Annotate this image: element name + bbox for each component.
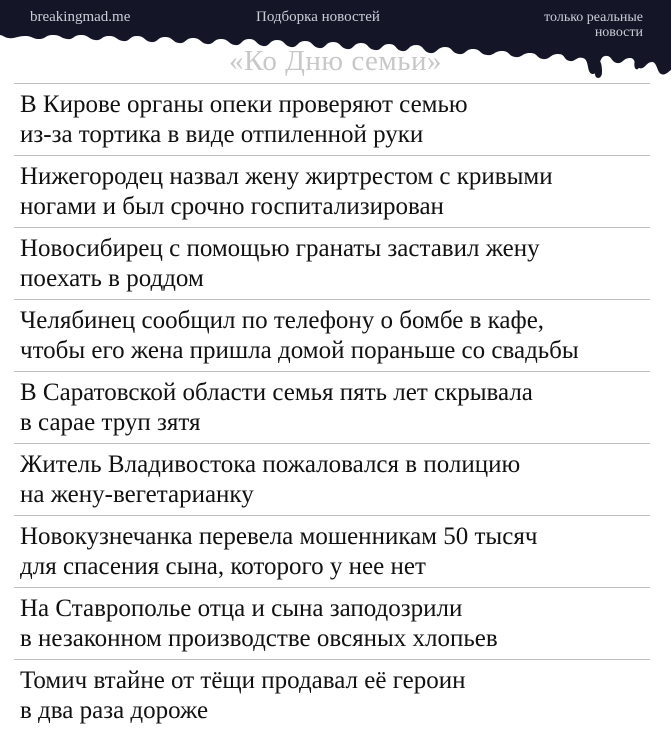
news-item: [14, 659, 650, 731]
news-headline: [20, 450, 650, 510]
headline-line-2: для спасения сына, которого у нее нет: [20, 553, 426, 580]
headline-line-2: чтобы его жена пришла домой пораньше со свадьбы: [20, 337, 579, 364]
news-item: [14, 587, 650, 659]
headline-line-2: из-за тортика в виде отпиленной руки: [20, 121, 424, 148]
site-name: breakingmad.me: [30, 9, 131, 25]
site-tagline: только реальные новости: [544, 10, 643, 40]
news-headline: [20, 666, 650, 726]
headline-line-1: Новосибирец с помощью гранаты заставил жену: [20, 235, 540, 262]
news-headline: [20, 162, 650, 222]
news-headline: [20, 234, 650, 294]
news-headline: [20, 90, 650, 150]
headline-line-1: На Ставрополье отца и сына заподозрили: [20, 595, 463, 622]
headline-line-2: ногами и был срочно госпитализирован: [20, 193, 444, 220]
news-item: [14, 371, 650, 443]
news-item: [14, 299, 650, 371]
news-item: [14, 155, 650, 227]
headline-line-2: в незаконном производстве овсяных хлопьев: [20, 625, 498, 652]
news-item: [14, 227, 650, 299]
news-item: [14, 83, 650, 155]
section-name: Подборка новостей: [256, 9, 380, 25]
news-headline: [20, 306, 650, 366]
headline-line-2: в сарае труп зятя: [20, 409, 201, 436]
news-headline: [20, 378, 650, 438]
headline-line-1: Нижегородец назвал жену жиртрестом с кривыми: [20, 163, 553, 190]
headline-line-2: поехать в роддом: [20, 265, 204, 292]
headline-line-1: Новокузнечанка перевела мошенникам 50 тысяч: [20, 523, 538, 550]
news-headline: [20, 522, 650, 582]
headline-line-2: на жену-вегетарианку: [20, 481, 254, 508]
headline-line-1: Томич втайне от тёщи продавал её героин: [20, 667, 466, 694]
news-headline: [20, 594, 650, 654]
news-item: [14, 443, 650, 515]
headline-line-1: В Кирове органы опеки проверяют семью: [20, 91, 468, 118]
headline-line-1: Челябинец сообщил по телефону о бомбе в кафе,: [20, 307, 545, 334]
headline-line-1: Житель Владивостока пожаловался в полицию: [20, 451, 521, 478]
news-item: [14, 515, 650, 587]
page-title: «Ко Дню семьи»: [228, 45, 443, 77]
headline-line-2: в два раза дороже: [20, 697, 209, 724]
headline-line-1: В Саратовской области семья пять лет скрывала: [20, 379, 533, 406]
news-list: [14, 83, 650, 731]
